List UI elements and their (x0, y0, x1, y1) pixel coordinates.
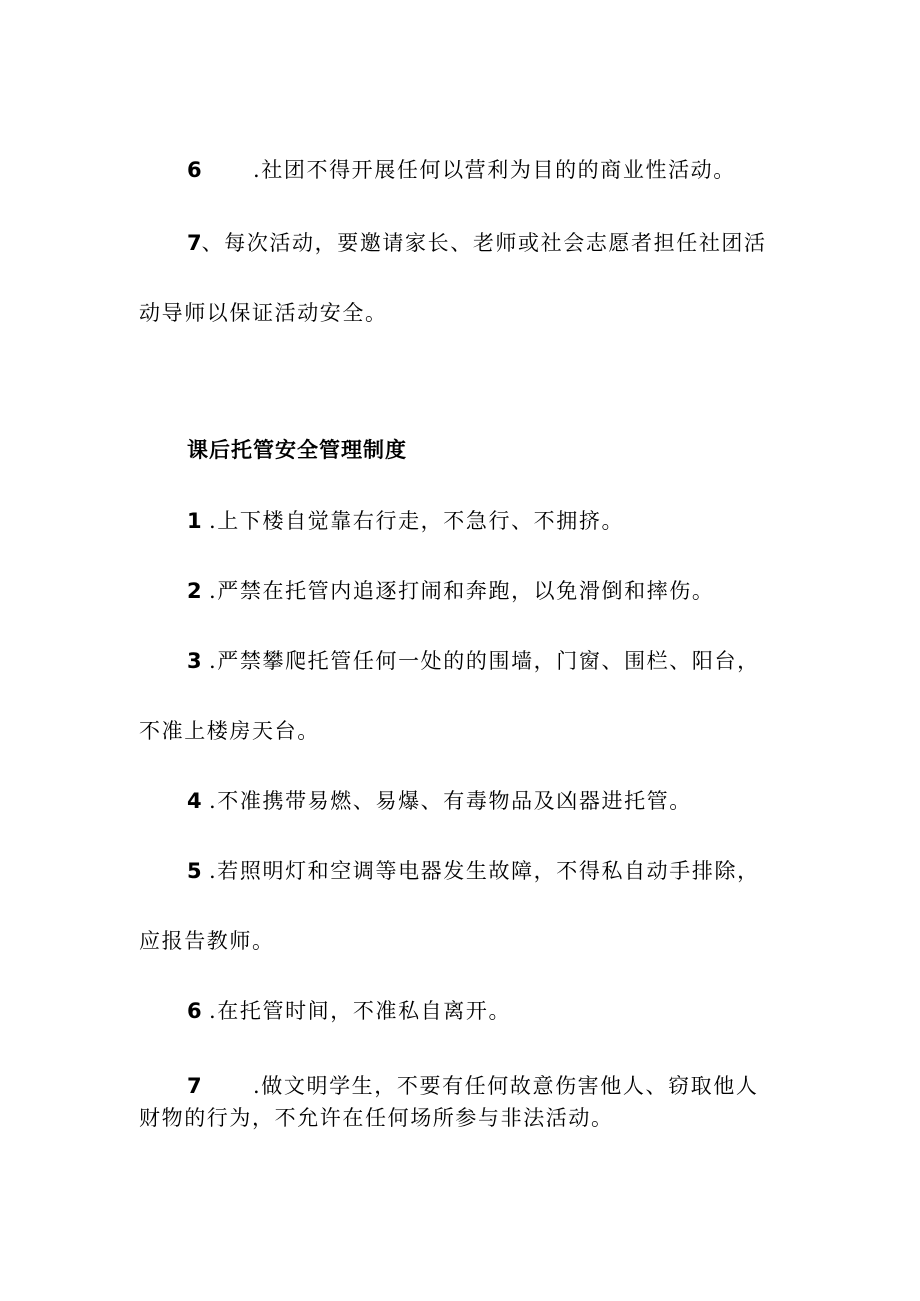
rule-text-continuation: 财物的行为，不允许在任何场所参与非法活动。 (139, 1106, 614, 1130)
rule-number: 4 (187, 789, 202, 813)
rule-number: 7 (187, 1074, 202, 1098)
clause-number: 6 (187, 158, 202, 182)
rule-5-line-1 (187, 856, 760, 886)
rule-number: 2 (187, 579, 202, 603)
rule-text: .做文明学生，不要有任何故意伤害他人、窃取他人 (253, 1074, 759, 1098)
rule-3-line-2 (139, 716, 320, 746)
clause-6-line (187, 155, 736, 185)
rule-text: .严禁在托管内追逐打闹和奔跑，以免滑倒和摔伤。 (209, 579, 715, 603)
rule-4-line (187, 786, 692, 816)
rule-6-line (187, 996, 511, 1026)
clause-text: 、每次活动，要邀请家长、老师或社会志愿者担任社团活 (201, 231, 767, 255)
rule-text: .上下楼自觉靠右行走，不急行、不拥挤。 (209, 509, 625, 533)
rule-text: .若照明灯和空调等电器发生故障，不得私自动手排除， (209, 859, 760, 883)
rule-number: 6 (187, 999, 202, 1023)
clause-number: 7 (187, 231, 202, 255)
rule-2-line (187, 576, 714, 606)
clause-text: .社团不得开展任何以营利为目的的商业性活动。 (253, 158, 736, 182)
rule-text: .严禁攀爬托管任何一处的的围墙，门窗、围栏、阳台， (209, 649, 760, 673)
rule-7-line-1 (187, 1071, 758, 1101)
rule-5-line-2 (139, 926, 275, 956)
clause-text-continuation: 动导师以保证活动安全。 (139, 301, 388, 325)
rule-text: .在托管时间，不准私自离开。 (209, 999, 512, 1023)
rule-3-line-1 (187, 646, 760, 676)
clause-7-line-2 (139, 298, 388, 328)
rule-1-line (187, 506, 624, 536)
section-title: 课后托管安全管理制度 (187, 437, 407, 462)
rule-number: 5 (187, 859, 202, 883)
rule-text-continuation: 应报告教师。 (139, 929, 275, 953)
rule-number: 1 (187, 509, 202, 533)
rule-text-continuation: 不准上楼房天台。 (139, 719, 320, 743)
clause-7-line-1 (187, 228, 767, 258)
rule-text: .不准携带易燃、易爆、有毒物品及凶器进托管。 (209, 789, 692, 813)
rule-7-line-2 (139, 1103, 614, 1133)
rule-number: 3 (187, 649, 202, 673)
